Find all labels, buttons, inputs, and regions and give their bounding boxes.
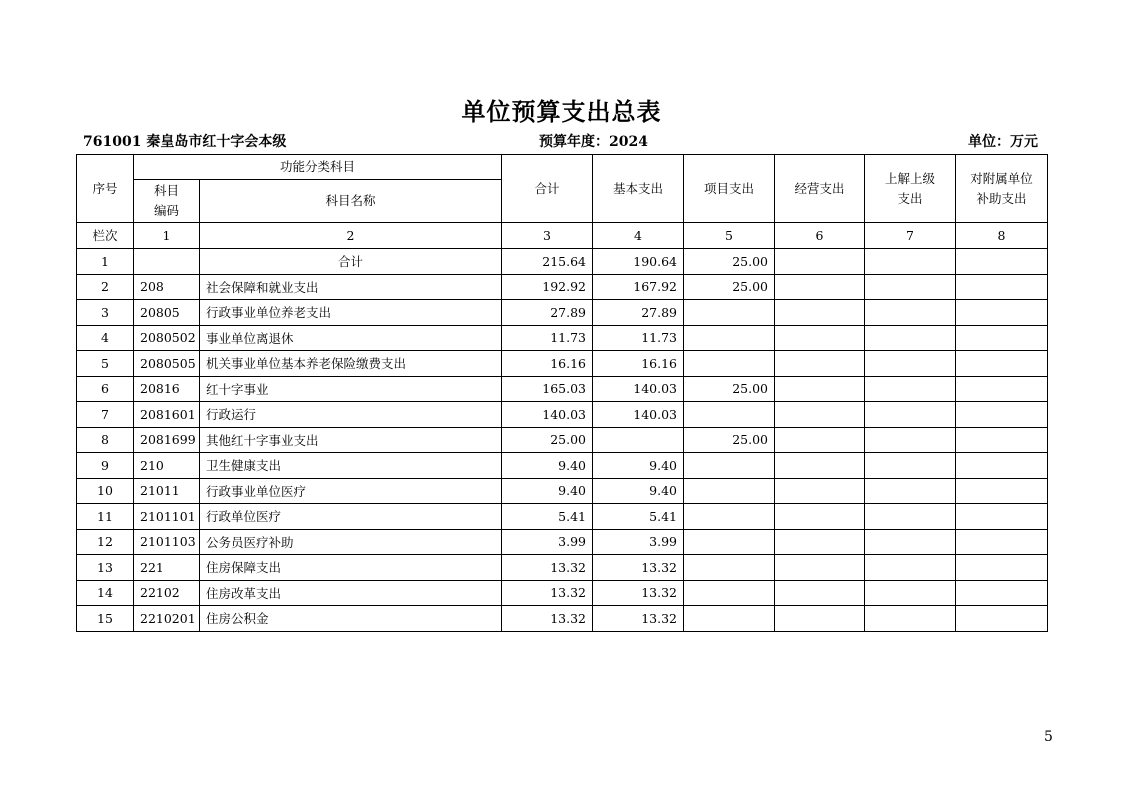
budget-expenditure-table xyxy=(76,154,1048,632)
table-row xyxy=(77,351,1048,377)
table-row xyxy=(77,300,1048,326)
table-row xyxy=(77,402,1048,428)
cell-project xyxy=(684,580,775,606)
cell-subject-code: 2101101 xyxy=(134,504,200,530)
cell-subject-code xyxy=(134,249,200,275)
cell-subject-code: 20816 xyxy=(134,376,200,402)
cell-subject-name: 红十字事业 xyxy=(200,376,502,402)
cell-remit-upper xyxy=(865,504,956,530)
cell-operating xyxy=(775,300,865,326)
cell-subject-name: 合计 xyxy=(200,249,502,275)
header-subject-name: 科目名称 xyxy=(200,180,502,223)
table-row xyxy=(77,504,1048,530)
table-row xyxy=(77,529,1048,555)
cell-seq: 8 xyxy=(77,427,134,453)
cell-total: 13.32 xyxy=(502,555,593,581)
cell-total: 25.00 xyxy=(502,427,593,453)
cell-basic: 27.89 xyxy=(593,300,684,326)
cell-total: 140.03 xyxy=(502,402,593,428)
table-body xyxy=(77,249,1048,632)
cell-seq: 3 xyxy=(77,300,134,326)
cell-subsidy-affiliated xyxy=(956,300,1048,326)
cell-seq: 7 xyxy=(77,402,134,428)
cell-seq: 12 xyxy=(77,529,134,555)
cell-total: 165.03 xyxy=(502,376,593,402)
cell-remit-upper xyxy=(865,478,956,504)
cell-subject-code: 2080502 xyxy=(134,325,200,351)
cell-project xyxy=(684,504,775,530)
cell-seq: 1 xyxy=(77,249,134,275)
cell-remit-upper xyxy=(865,427,956,453)
cell-basic: 13.32 xyxy=(593,555,684,581)
cell-operating xyxy=(775,274,865,300)
cell-remit-upper xyxy=(865,249,956,275)
header-remit-upper: 上解上级 支出 xyxy=(865,155,956,223)
cell-total: 13.32 xyxy=(502,580,593,606)
column-number: 5 xyxy=(684,223,775,249)
cell-project xyxy=(684,529,775,555)
cell-basic: 9.40 xyxy=(593,478,684,504)
budget-year: 预算年度：2024 xyxy=(539,134,648,150)
cell-remit-upper xyxy=(865,325,956,351)
cell-operating xyxy=(775,402,865,428)
column-number: 1 xyxy=(134,223,200,249)
cell-operating xyxy=(775,249,865,275)
cell-seq: 2 xyxy=(77,274,134,300)
cell-seq: 9 xyxy=(77,453,134,479)
header-basic: 基本支出 xyxy=(593,155,684,223)
cell-basic: 140.03 xyxy=(593,402,684,428)
table-row xyxy=(77,606,1048,632)
cell-subject-code: 2081699 xyxy=(134,427,200,453)
cell-seq: 5 xyxy=(77,351,134,377)
cell-remit-upper xyxy=(865,529,956,555)
cell-basic: 5.41 xyxy=(593,504,684,530)
cell-basic: 16.16 xyxy=(593,351,684,377)
cell-subject-name: 住房公积金 xyxy=(200,606,502,632)
table-row xyxy=(77,274,1048,300)
cell-operating xyxy=(775,555,865,581)
table-row xyxy=(77,376,1048,402)
cell-seq: 13 xyxy=(77,555,134,581)
cell-operating xyxy=(775,529,865,555)
cell-operating xyxy=(775,325,865,351)
header-operating: 经营支出 xyxy=(775,155,865,223)
header-functional-class: 功能分类科目 xyxy=(134,155,502,180)
cell-remit-upper xyxy=(865,453,956,479)
cell-operating xyxy=(775,351,865,377)
cell-operating xyxy=(775,427,865,453)
cell-remit-upper xyxy=(865,402,956,428)
cell-subsidy-affiliated xyxy=(956,606,1048,632)
cell-total: 9.40 xyxy=(502,478,593,504)
cell-subject-name: 行政事业单位养老支出 xyxy=(200,300,502,326)
cell-project xyxy=(684,555,775,581)
cell-subject-name: 事业单位离退休 xyxy=(200,325,502,351)
cell-operating xyxy=(775,376,865,402)
column-number: 7 xyxy=(865,223,956,249)
cell-total: 16.16 xyxy=(502,351,593,377)
cell-total: 11.73 xyxy=(502,325,593,351)
header-subsidy-affiliated: 对附属单位 补助支出 xyxy=(956,155,1048,223)
cell-basic: 11.73 xyxy=(593,325,684,351)
page-number: 5 xyxy=(1044,729,1053,745)
page-title: 单位预算支出总表 xyxy=(461,97,662,126)
cell-project xyxy=(684,402,775,428)
column-number-label: 栏次 xyxy=(77,223,134,249)
cell-project xyxy=(684,351,775,377)
cell-subsidy-affiliated xyxy=(956,555,1048,581)
cell-project: 25.00 xyxy=(684,274,775,300)
cell-remit-upper xyxy=(865,274,956,300)
cell-subject-name: 住房保障支出 xyxy=(200,555,502,581)
table-row xyxy=(77,478,1048,504)
cell-operating xyxy=(775,453,865,479)
column-number: 6 xyxy=(775,223,865,249)
cell-subsidy-affiliated xyxy=(956,427,1048,453)
cell-total: 192.92 xyxy=(502,274,593,300)
cell-operating xyxy=(775,606,865,632)
cell-project xyxy=(684,300,775,326)
cell-subject-name: 行政单位医疗 xyxy=(200,504,502,530)
column-number: 8 xyxy=(956,223,1048,249)
cell-subsidy-affiliated xyxy=(956,351,1048,377)
cell-subsidy-affiliated xyxy=(956,376,1048,402)
cell-remit-upper xyxy=(865,300,956,326)
table-row xyxy=(77,555,1048,581)
cell-subject-code: 2080505 xyxy=(134,351,200,377)
cell-basic: 140.03 xyxy=(593,376,684,402)
cell-subject-code: 22102 xyxy=(134,580,200,606)
cell-total: 9.40 xyxy=(502,453,593,479)
cell-subject-code: 210 xyxy=(134,453,200,479)
cell-remit-upper xyxy=(865,351,956,377)
header-subject-code: 科目 编码 xyxy=(134,180,200,223)
cell-total: 215.64 xyxy=(502,249,593,275)
cell-project xyxy=(684,325,775,351)
cell-project: 25.00 xyxy=(684,376,775,402)
cell-total: 5.41 xyxy=(502,504,593,530)
cell-subject-name: 住房改革支出 xyxy=(200,580,502,606)
cell-project: 25.00 xyxy=(684,427,775,453)
cell-project xyxy=(684,478,775,504)
cell-subject-name: 行政运行 xyxy=(200,402,502,428)
cell-subject-name: 其他红十字事业支出 xyxy=(200,427,502,453)
column-number: 3 xyxy=(502,223,593,249)
cell-subsidy-affiliated xyxy=(956,402,1048,428)
cell-remit-upper xyxy=(865,555,956,581)
cell-subsidy-affiliated xyxy=(956,453,1048,479)
cell-basic xyxy=(593,427,684,453)
cell-subject-name: 卫生健康支出 xyxy=(200,453,502,479)
cell-subject-code: 20805 xyxy=(134,300,200,326)
cell-seq: 4 xyxy=(77,325,134,351)
cell-subsidy-affiliated xyxy=(956,478,1048,504)
unit-code-name: 761001 秦皇岛市红十字会本级 xyxy=(83,134,287,150)
cell-project: 25.00 xyxy=(684,249,775,275)
cell-operating xyxy=(775,478,865,504)
cell-subject-name: 公务员医疗补助 xyxy=(200,529,502,555)
column-number: 4 xyxy=(593,223,684,249)
cell-operating xyxy=(775,504,865,530)
cell-total: 27.89 xyxy=(502,300,593,326)
cell-subsidy-affiliated xyxy=(956,325,1048,351)
cell-subject-code: 208 xyxy=(134,274,200,300)
cell-seq: 15 xyxy=(77,606,134,632)
cell-subject-name: 机关事业单位基本养老保险缴费支出 xyxy=(200,351,502,377)
table-row xyxy=(77,427,1048,453)
header-seq: 序号 xyxy=(77,155,134,223)
cell-subject-code: 2101103 xyxy=(134,529,200,555)
cell-seq: 10 xyxy=(77,478,134,504)
table-row xyxy=(77,249,1048,275)
cell-basic: 190.64 xyxy=(593,249,684,275)
table-row xyxy=(77,580,1048,606)
header-total: 合计 xyxy=(502,155,593,223)
cell-subject-code: 21011 xyxy=(134,478,200,504)
table-row xyxy=(77,325,1048,351)
header-project: 项目支出 xyxy=(684,155,775,223)
cell-project xyxy=(684,606,775,632)
cell-project xyxy=(684,453,775,479)
cell-remit-upper xyxy=(865,376,956,402)
cell-basic: 13.32 xyxy=(593,580,684,606)
cell-basic: 167.92 xyxy=(593,274,684,300)
cell-subsidy-affiliated xyxy=(956,580,1048,606)
cell-subject-code: 221 xyxy=(134,555,200,581)
cell-operating xyxy=(775,580,865,606)
cell-basic: 13.32 xyxy=(593,606,684,632)
cell-remit-upper xyxy=(865,580,956,606)
cell-basic: 9.40 xyxy=(593,453,684,479)
cell-seq: 14 xyxy=(77,580,134,606)
cell-seq: 6 xyxy=(77,376,134,402)
cell-subsidy-affiliated xyxy=(956,249,1048,275)
cell-subject-name: 行政事业单位医疗 xyxy=(200,478,502,504)
cell-subject-code: 2081601 xyxy=(134,402,200,428)
table-row xyxy=(77,453,1048,479)
cell-subsidy-affiliated xyxy=(956,529,1048,555)
cell-remit-upper xyxy=(865,606,956,632)
cell-total: 13.32 xyxy=(502,606,593,632)
column-number: 2 xyxy=(200,223,502,249)
cell-seq: 11 xyxy=(77,504,134,530)
cell-subject-name: 社会保障和就业支出 xyxy=(200,274,502,300)
currency-unit: 单位：万元 xyxy=(968,134,1038,150)
cell-subject-code: 2210201 xyxy=(134,606,200,632)
cell-subsidy-affiliated xyxy=(956,274,1048,300)
cell-subsidy-affiliated xyxy=(956,504,1048,530)
cell-total: 3.99 xyxy=(502,529,593,555)
cell-basic: 3.99 xyxy=(593,529,684,555)
